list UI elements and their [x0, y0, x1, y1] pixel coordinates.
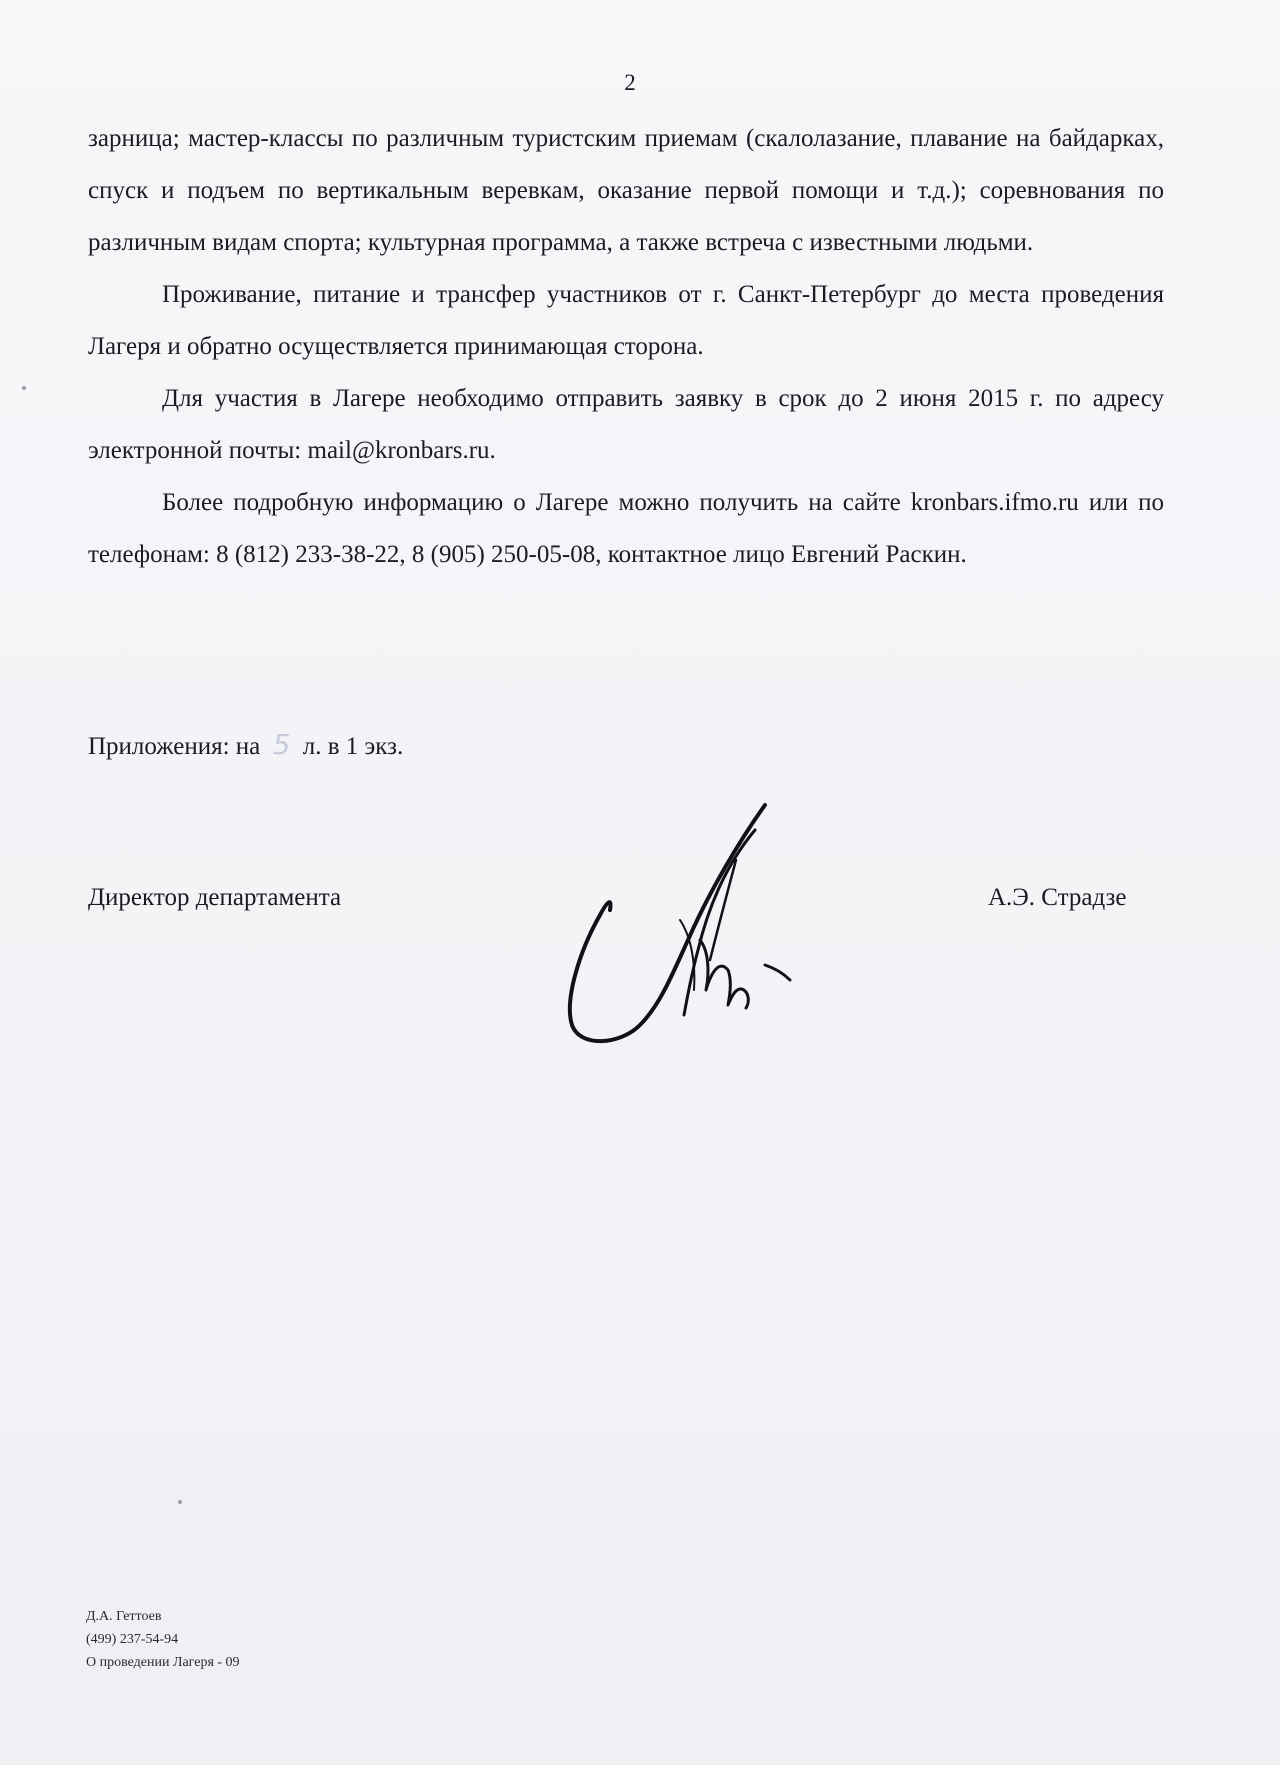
letter-body — [88, 113, 1164, 581]
paper-speck — [178, 1500, 182, 1504]
executor-phone: (499) 237-54-94 — [86, 1632, 179, 1647]
signer-position: Директор департамента — [88, 884, 342, 911]
document-reference: О проведении Лагеря - 09 — [86, 1655, 240, 1670]
attachments-prefix: Приложения: на — [88, 733, 261, 760]
handwritten-signature — [560, 800, 800, 1060]
paragraph-accommodation: Проживание, питание и трансфер участников от г. Санкт-Петербург до места проведения Лагеря и обратно осуществляется принимающая сторона. — [88, 281, 1164, 360]
attachments-line — [88, 728, 403, 761]
paragraph-contacts: Более подробную информацию о Лагере можно получить на сайте kronbars.ifmo.ru или по телефонам: 8 (812) 233-38-22, 8 (905) 250-05-08, контактное лицо Евгений Раскин. — [88, 489, 1164, 568]
paragraph-application: Для участия в Лагере необходимо отправить заявку в срок до 2 июня 2015 г. по адресу электронной почты: mail@kronbars.ru. — [88, 385, 1164, 464]
paragraph-activities: зарница; мастер-классы по различным туристским приемам (скалолазание, плавание на байдарках, спуск и подъем по вертикальным веревкам, оказание первой помощи и т.д.); соревнования по различным видам спорта; культурная программа, а также встреча с известными людьми. — [88, 125, 1164, 256]
page-number: 2 — [624, 70, 636, 95]
signer-name: А.Э. Страдзе — [988, 884, 1127, 911]
footer-executor-info — [86, 1605, 240, 1674]
attachments-suffix: л. в 1 экз. — [302, 733, 404, 760]
executor-name: Д.А. Геттоев — [86, 1609, 162, 1624]
paper-speck — [22, 386, 26, 390]
handwritten-page-count: 5 — [272, 728, 291, 761]
